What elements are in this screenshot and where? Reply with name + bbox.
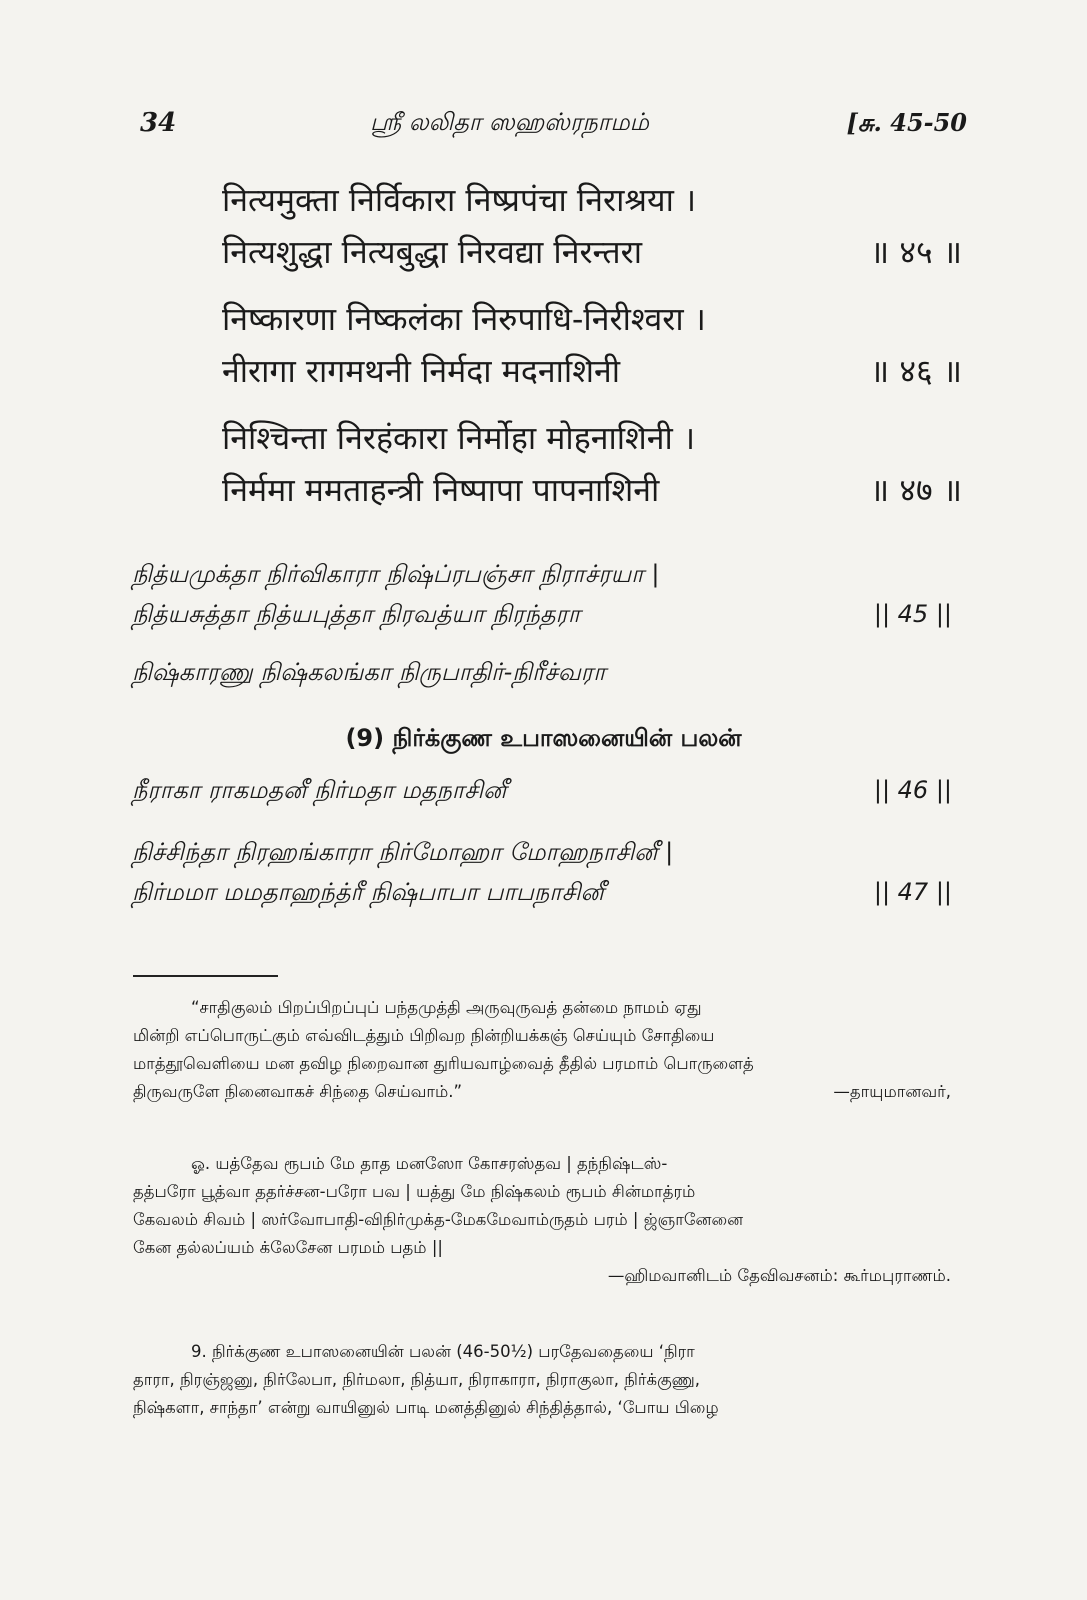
sanskrit-line: नीरागा रागमथनी निर्मदा मदनाशिनी — [222, 352, 621, 390]
verse-number: || 46 || — [873, 776, 952, 804]
tamil-line: நிஷ்காரணு நிஷ்கலங்கா நிருபாதிர்-நிரீச்வரா — [132, 658, 606, 686]
sanskrit-verse-46 — [222, 297, 962, 401]
sanskrit-verse-45 — [222, 178, 962, 282]
sanskrit-line: निश्चिन्ता निरहंकारा निर्मोहा मोहनाशिनी । — [222, 419, 696, 457]
footnote-line: தத்பரோ பூத்வா ததர்ச்சன-பரோ பவ | யத்து மே நிஷ்கலம் ரூபம் சின்மாத்ரம் — [133, 1182, 696, 1201]
tamil-verse-46a — [132, 658, 952, 698]
footnote-line: நிஷ்களா, சாந்தா’ என்று வாயினுல் பாடி மனத்தினுல் சிந்தித்தால், ‘போய பிழை — [133, 1398, 719, 1417]
verse-number: ॥ ४६ ॥ — [870, 352, 962, 390]
tamil-line: நிச்சிந்தா நிரஹங்காரா நிர்மோஹா மோஹநாசினீ | — [132, 838, 674, 866]
page-header — [140, 108, 967, 144]
tamil-line: நித்யமுக்தா நிர்விகாரா நிஷ்ப்ரபஞ்சா நிராச்ரயா | — [132, 560, 660, 588]
tamil-verse-45 — [132, 560, 952, 640]
verse-number: || 47 || — [873, 878, 952, 906]
footnote-line: தாரா, நிரஞ்ஜனு, நிர்லேபா, நிர்மலா, நித்யா, நிராகாரா, நிராகுலா, நிர்க்குணு, — [133, 1370, 701, 1389]
tamil-verse-46b — [132, 776, 952, 816]
footnote-line: மின்றி எப்பொருட்கும் எவ்விடத்தும் பிறிவற நின்றியக்கஞ் செய்யும் சோதியை — [133, 1026, 715, 1045]
tamil-line: நிர்மமா மமதாஹந்த்ரீ நிஷ்பாபா பாபநாசினீ — [132, 878, 604, 906]
verse-number: ॥ ४५ ॥ — [870, 233, 962, 271]
section-heading: (9) நிர்க்குண உபாஸனையின் பலன் — [345, 724, 742, 752]
verse-number: ॥ ४७ ॥ — [870, 471, 962, 509]
tamil-line: நித்யசுத்தா நித்யபுத்தா நிரவத்யா நிரந்தரா — [132, 600, 581, 628]
footnote-line: கேவலம் சிவம் | ஸர்வோபாதி-விநிர்முக்த-மேகமேவாம்ருதம் பரம் | ஜ்ஞானேனை — [133, 1210, 744, 1229]
footnote-divider — [133, 975, 278, 977]
footnote-line: திருவருளே நினைவாகச் சிந்தை செய்வாம்.” — [133, 1082, 463, 1101]
footnote-line: “சாதிகுலம் பிறப்பிறப்புப் பந்தமுத்தி அருவுருவத் தன்மை நாமம் ஏது — [191, 998, 702, 1017]
sanskrit-line: निष्कारणा निष्कलंका निरुपाधि-निरीश्वरा । — [222, 300, 706, 338]
footnote-quote-kurma — [133, 1150, 951, 1290]
footnote-line: 9. நிர்க்குண உபாஸனையின் பலன் (46-50½) பரதேவதையை ‘நிரா — [191, 1342, 695, 1361]
footnote-paragraph — [133, 1338, 951, 1422]
sanskrit-line: नित्यशुद्धा नित्यबुद्धा निरवद्या निरन्तरा — [222, 233, 643, 271]
sanskrit-verse-47 — [222, 416, 962, 520]
sanskrit-line: निर्ममा ममताहन्त्री निष्पापा पापनाशिनी — [222, 471, 660, 509]
section-range: [சு. 45-50 — [846, 108, 967, 137]
quote-attribution: —தாயுமானவர், — [833, 1082, 951, 1101]
page-number: 34 — [140, 108, 177, 138]
footnote-line: மாத்தூவெளியை மன தவிழ நிறைவான துரியவாழ்வைத் தீதில் பரமாம் பொருளைத் — [133, 1054, 754, 1073]
tamil-line: நீராகா ராகமதனீ நிர்மதா மதநாசினீ — [132, 776, 507, 804]
quote-attribution: —ஹிமவானிடம் தேவிவசனம்: கூர்மபுராணம். — [607, 1266, 951, 1285]
sanskrit-line: नित्यमुक्ता निर्विकारा निष्प्रपंचा निराश्रया । — [222, 181, 697, 219]
tamil-verse-47 — [132, 838, 952, 918]
footnote-line: ஓ. யத்தேவ ரூபம் மே தாத மனஸோ கோசரஸ்தவ | தந்நிஷ்டஸ்- — [191, 1154, 668, 1173]
running-title: ஸ்ரீ லலிதா ஸஹஸ்ரநாமம் — [370, 108, 649, 136]
footnote-quote-thayumanavar — [133, 994, 951, 1106]
verse-number: || 45 || — [873, 600, 952, 628]
footnote-line: கேன தல்லப்யம் க்லேசேன பரமம் பதம் || — [133, 1238, 443, 1257]
